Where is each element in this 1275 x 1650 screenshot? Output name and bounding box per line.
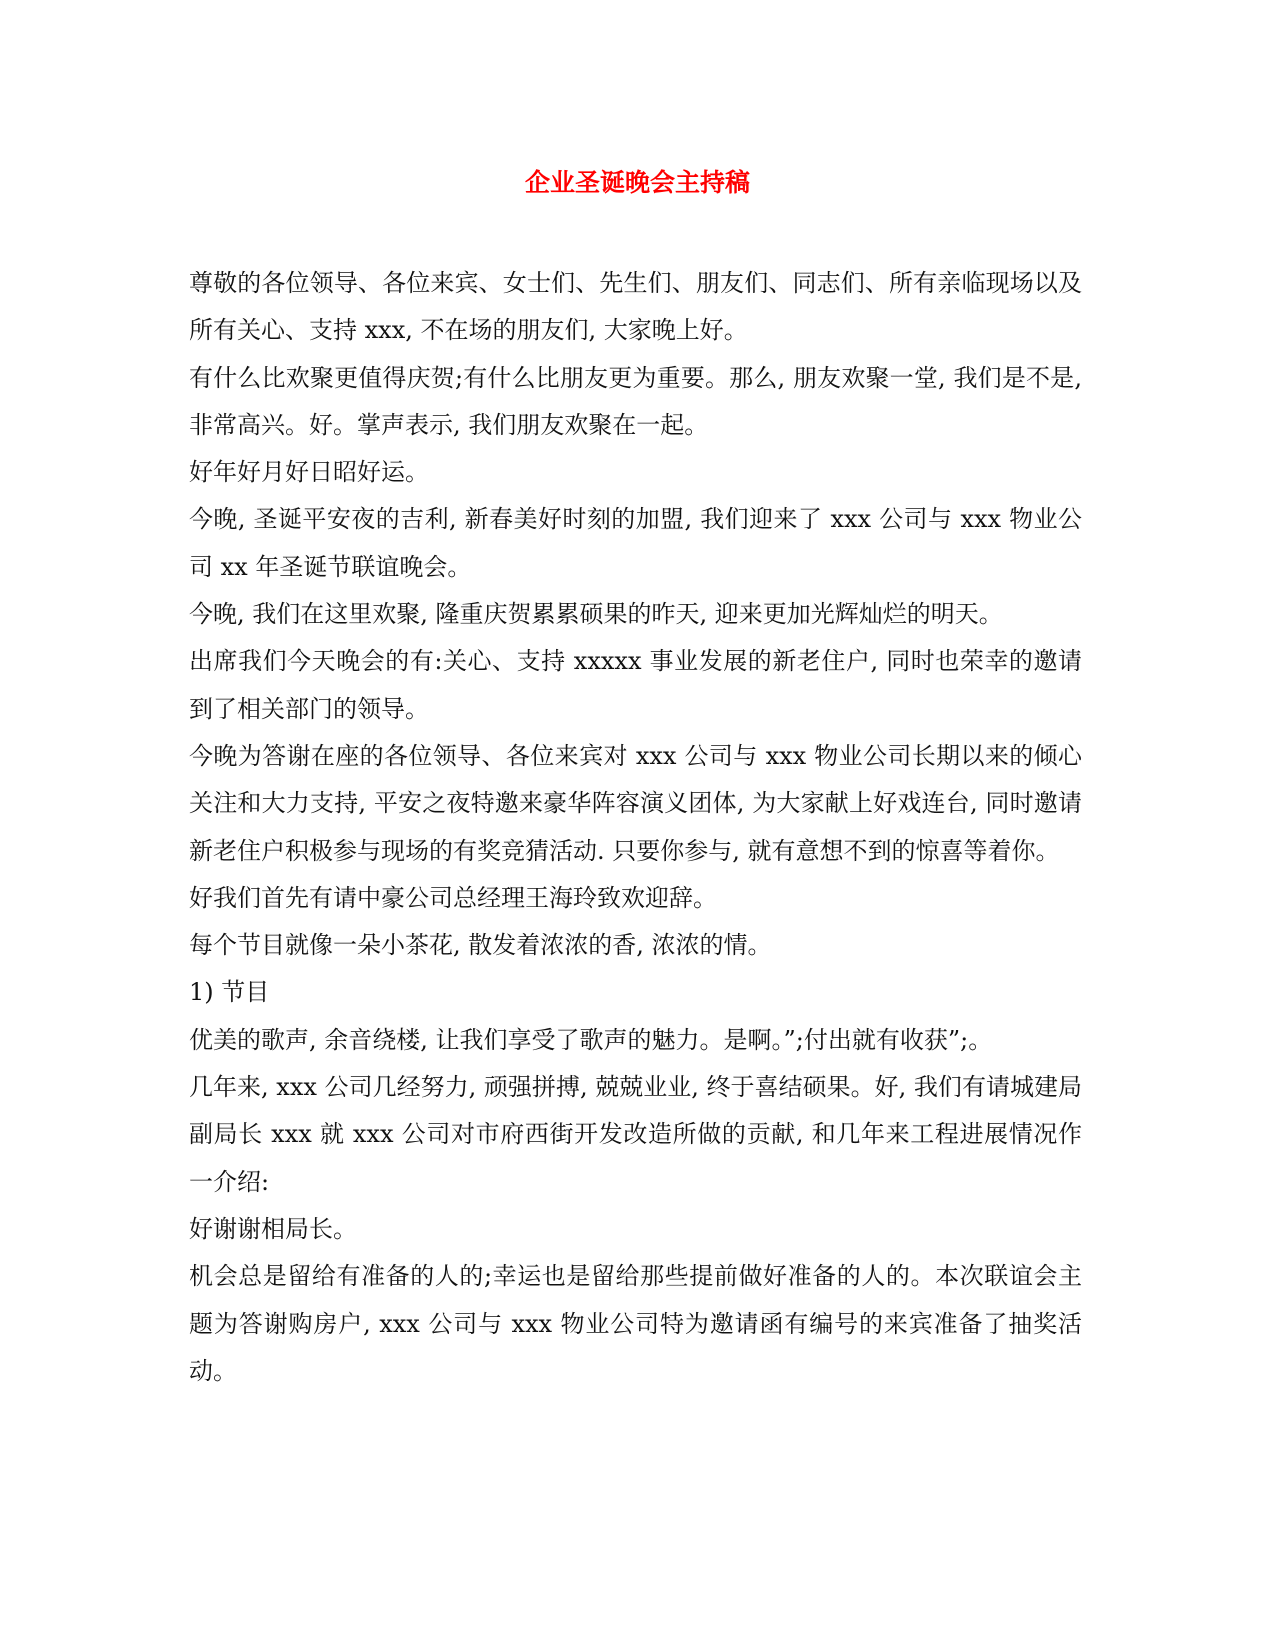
- paragraph-party-intro: 今晚, 圣诞平安夜的吉利, 新春美好时刻的加盟, 我们迎来了 xxx 公司与 xxx 物业公司 xx 年圣诞节联谊晚会。: [189, 505, 1082, 581]
- paragraph-lottery: 机会总是留给有准备的人的;幸运也是留给那些提前做好准备的人的。本次联谊会主题为答谢购房户, xxx 公司与 xxx 物业公司特为邀请函有编号的来宾准备了抽奖活动。: [189, 1262, 1082, 1385]
- paragraph-program-1: 1) 节目: [189, 978, 270, 1007]
- paragraph-program-intro: 每个节目就像一朵小茶花, 散发着浓浓的香, 浓浓的情。: [189, 931, 772, 960]
- paragraph-gathering: 今晚, 我们在这里欢聚, 隆重庆贺累累硕果的昨天, 迎来更加光辉灿烂的明天。: [189, 600, 1003, 629]
- paragraph-welcome-speech: 好我们首先有请中豪公司总经理王海玲致欢迎辞。: [189, 883, 717, 912]
- document-body: [189, 260, 1082, 1395]
- paragraph-achievements: 几年来, xxx 公司几经努力, 顽强拼搏, 兢兢业业, 终于喜结硕果。好, 我们有请城建局副局长 xxx 就 xxx 公司对市府西街开发改造所做的贡献, 和几年来工程进展情况作一介绍:: [189, 1073, 1082, 1196]
- paragraph-celebration: 有什么比欢聚更值得庆贺;有什么比朋友更为重要。那么, 朋友欢聚一堂, 我们是不是, 非常高兴。好。掌声表示, 我们朋友欢聚在一起。: [189, 363, 1082, 439]
- paragraph-thanks-director: 好谢谢相局长。: [189, 1214, 357, 1243]
- paragraph-song: 优美的歌声, 余音绕楼, 让我们享受了歌声的魅力。是啊。”;付出就有收获”;。: [189, 1025, 993, 1054]
- paragraph-greeting: 尊敬的各位领导、各位来宾、女士们、先生们、朋友们、同志们、所有亲临现场以及所有关心、支持 xxx, 不在场的朋友们, 大家晚上好。: [189, 269, 1082, 345]
- document-title: 企业圣诞晚会主持稿: [524, 168, 750, 197]
- paragraph-attendees: 出席我们今天晚会的有:关心、支持 xxxxx 事业发展的新老住户, 同时也荣幸的邀请到了相关部门的领导。: [189, 647, 1082, 723]
- paragraph-thanks: 今晚为答谢在座的各位领导、各位来宾对 xxx 公司与 xxx 物业公司长期以来的倾心关注和大力支持, 平安之夜特邀来豪华阵容演义团体, 为大家献上好戏连台, 同时邀请新老住户积极参与现场的有奖竞猜活动. 只要你参与, 就有意想不到的惊喜等着你。: [189, 741, 1082, 865]
- paragraph-good-luck: 好年好月好日昭好运。: [189, 458, 429, 487]
